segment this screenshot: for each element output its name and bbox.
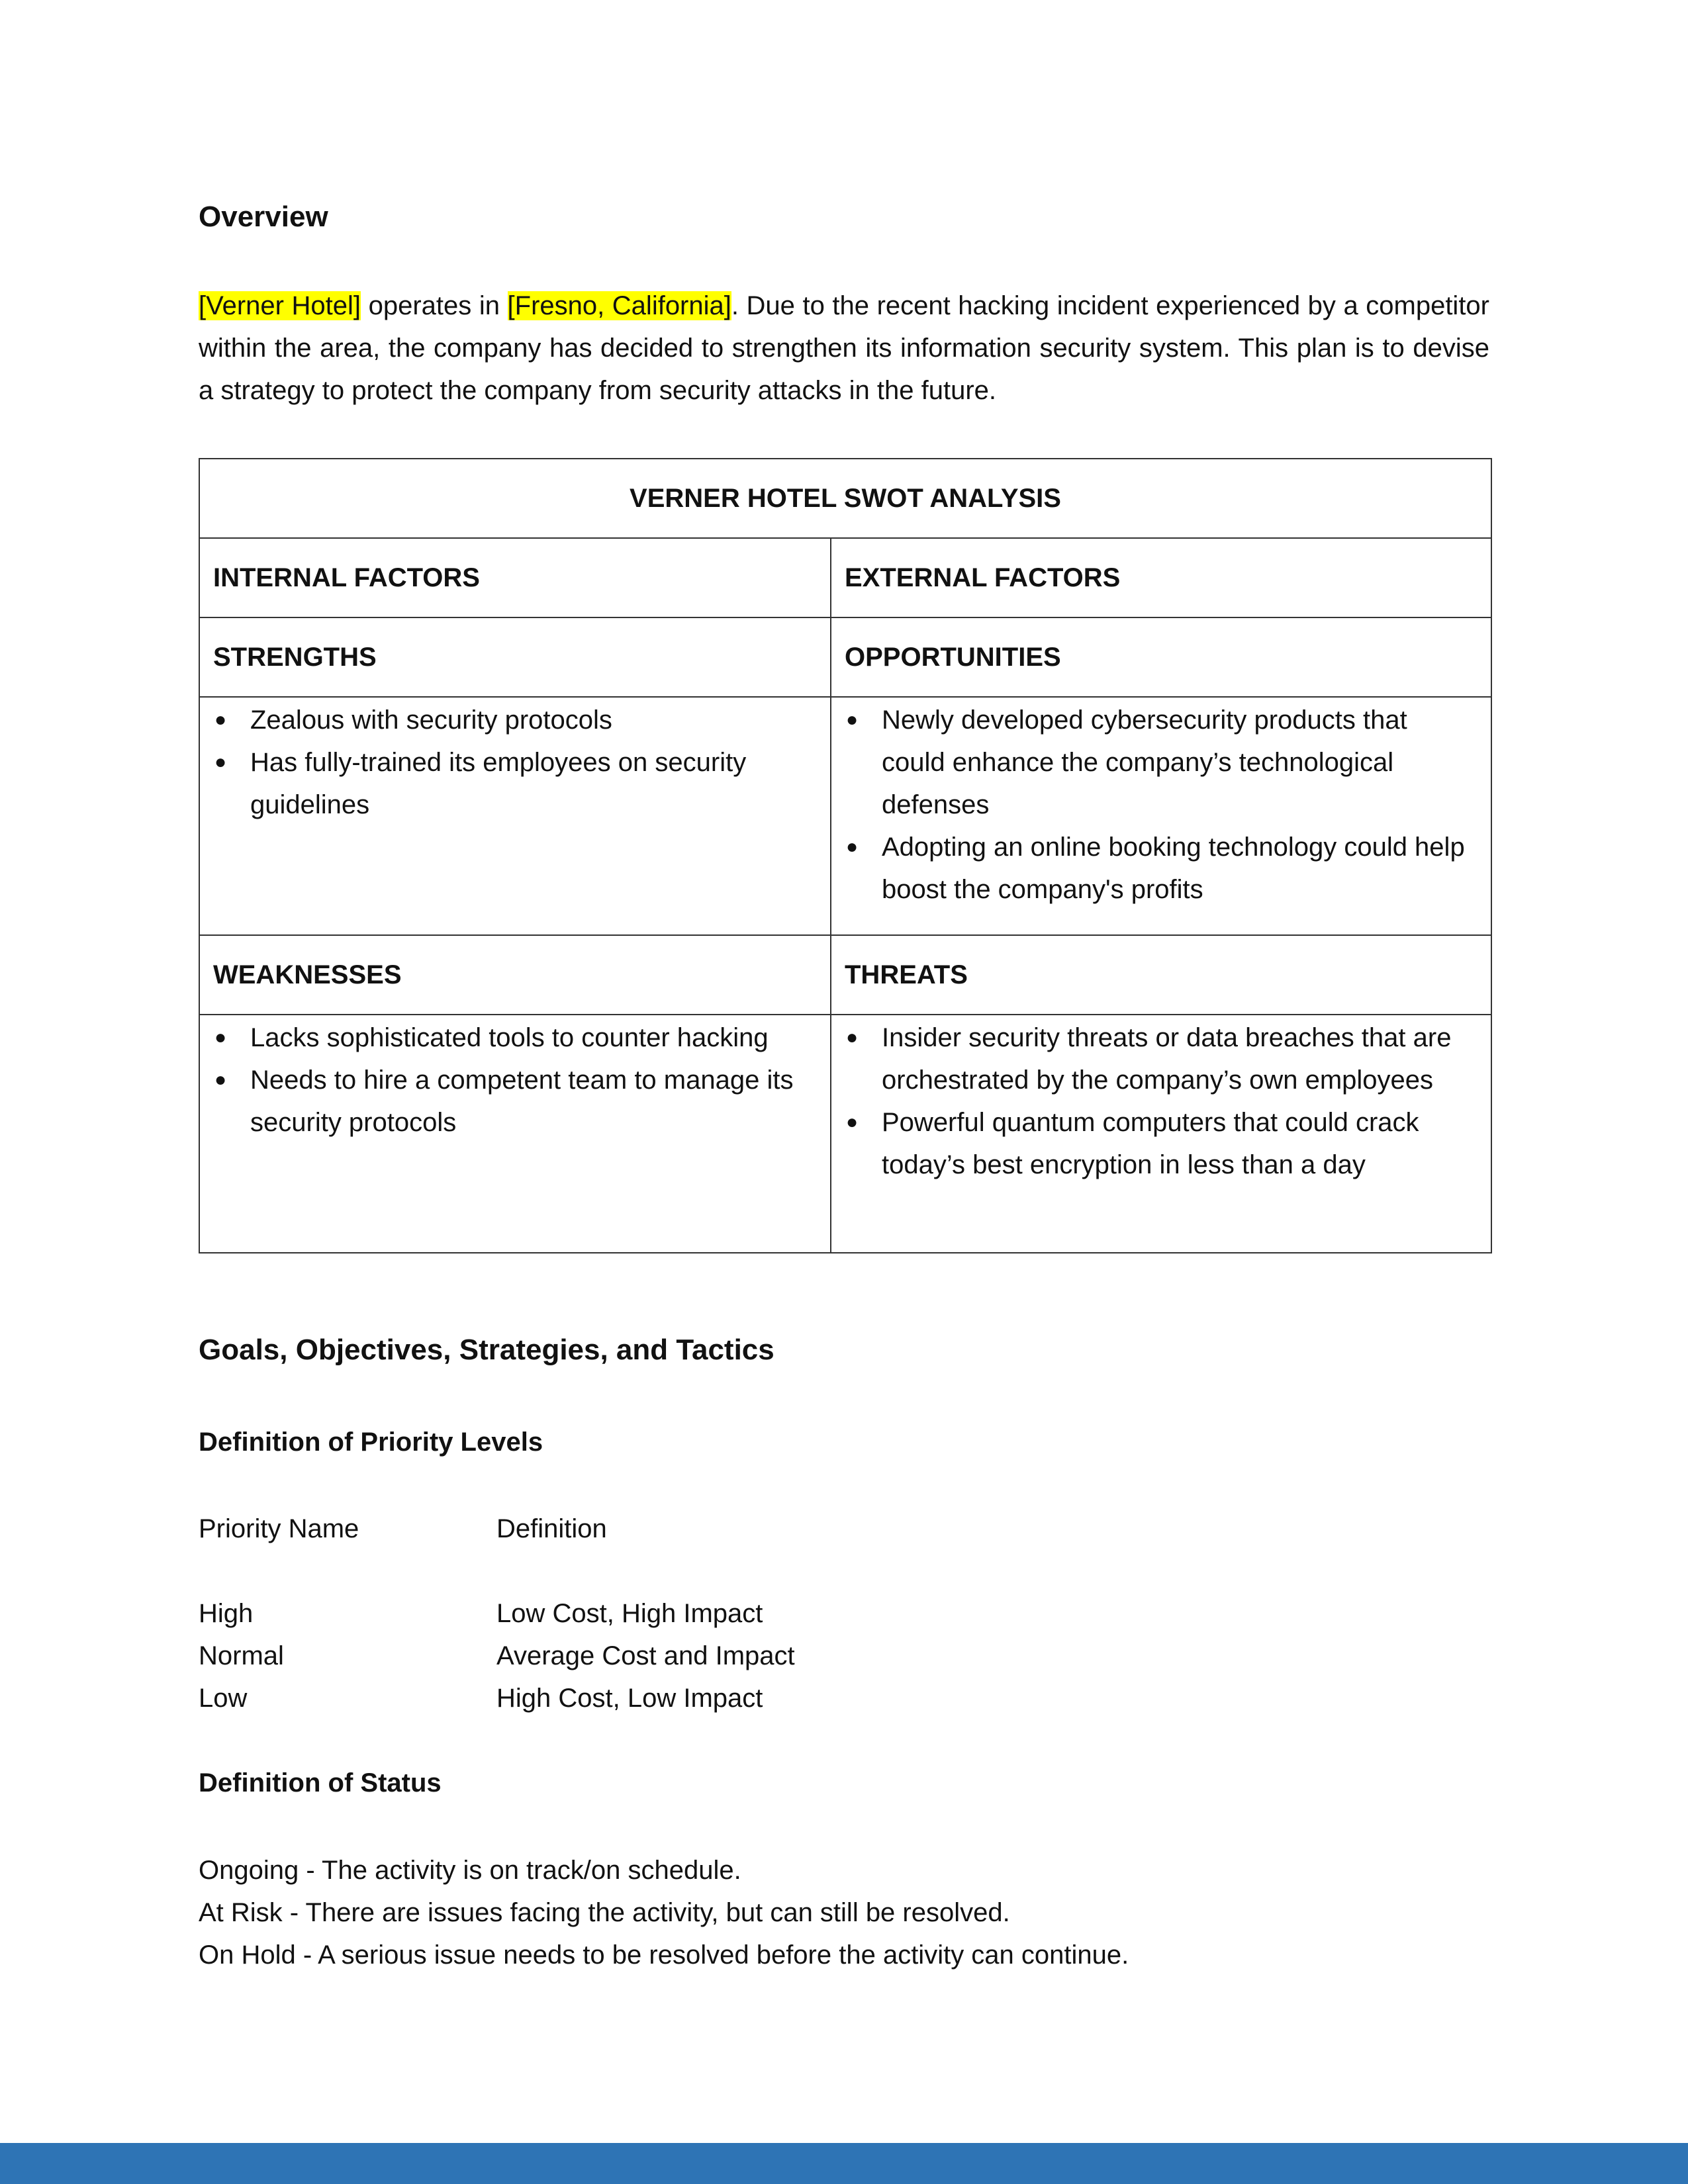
status-definitions [199, 1849, 1129, 1976]
operates-text: operates in [361, 291, 508, 320]
overview-body: . Due to the recent hacking incident experienced by a competitor within the area, the company has decided to strengthen its information security system. This plan is to devise a strategy to protect the company from security attacks in the future. [199, 291, 1489, 405]
priority-definition: Low Cost, High Impact [496, 1599, 763, 1628]
definition-column-header: Definition [496, 1514, 607, 1543]
priority-name: Low [199, 1684, 248, 1713]
priority-definition: Average Cost and Impact [496, 1641, 795, 1670]
weaknesses-cell [199, 1015, 831, 1253]
threats-cell [831, 1015, 1491, 1253]
swot-title: VERNER HOTEL SWOT ANALYSIS [199, 459, 1491, 538]
footer-bar [0, 2143, 1688, 2184]
swot-table [199, 458, 1492, 1253]
weaknesses-list [213, 1017, 817, 1144]
status-line-at-risk: At Risk - There are issues facing the activity, but can still be resolved. [199, 1898, 1010, 1927]
priority-name: High [199, 1599, 254, 1628]
list-item: ● Powerful quantum computers that could crack today’s best encryption in less than a day [845, 1101, 1477, 1186]
threats-list [845, 1017, 1477, 1186]
threats-label: THREATS [831, 935, 1491, 1015]
list-item: ● Newly developed cybersecurity products that could enhance the company’s technological defenses [845, 699, 1477, 826]
list-item: ● Has fully-trained its employees on security guidelines [213, 741, 817, 826]
company-name-highlight: [Verner Hotel] [199, 291, 361, 320]
location-highlight: [Fresno, California] [507, 291, 731, 320]
list-item: ● Insider security threats or data breaches that are orchestrated by the company’s own employees [845, 1017, 1477, 1101]
list-item: ● Lacks sophisticated tools to counter hacking [213, 1017, 817, 1059]
status-heading: Definition of Status [199, 1768, 442, 1797]
priority-levels-heading: Definition of Priority Levels [199, 1428, 543, 1457]
opportunities-cell [831, 697, 1491, 935]
strengths-label: STRENGTHS [199, 617, 831, 697]
list-item: ● Zealous with security protocols [213, 699, 817, 741]
opportunities-list [845, 699, 1477, 911]
status-line-on-hold: On Hold - A serious issue needs to be resolved before the activity can continue. [199, 1940, 1129, 1970]
list-item: ● Adopting an online booking technology could help boost the company's profits [845, 826, 1477, 911]
overview-paragraph [199, 285, 1489, 412]
internal-factors-label: INTERNAL FACTORS [199, 538, 831, 617]
overview-heading: Overview [199, 201, 328, 233]
external-factors-label: EXTERNAL FACTORS [831, 538, 1491, 617]
weaknesses-label: WEAKNESSES [199, 935, 831, 1015]
status-line-ongoing: Ongoing - The activity is on track/on schedule. [199, 1856, 741, 1885]
strengths-cell [199, 697, 831, 935]
priority-name-column-header: Priority Name [199, 1514, 359, 1543]
priority-definition: High Cost, Low Impact [496, 1684, 763, 1713]
priority-name: Normal [199, 1641, 284, 1670]
goals-heading: Goals, Objectives, Strategies, and Tactics [199, 1334, 774, 1366]
opportunities-label: OPPORTUNITIES [831, 617, 1491, 697]
list-item: ● Needs to hire a competent team to manage its security protocols [213, 1059, 817, 1144]
strengths-list [213, 699, 817, 826]
